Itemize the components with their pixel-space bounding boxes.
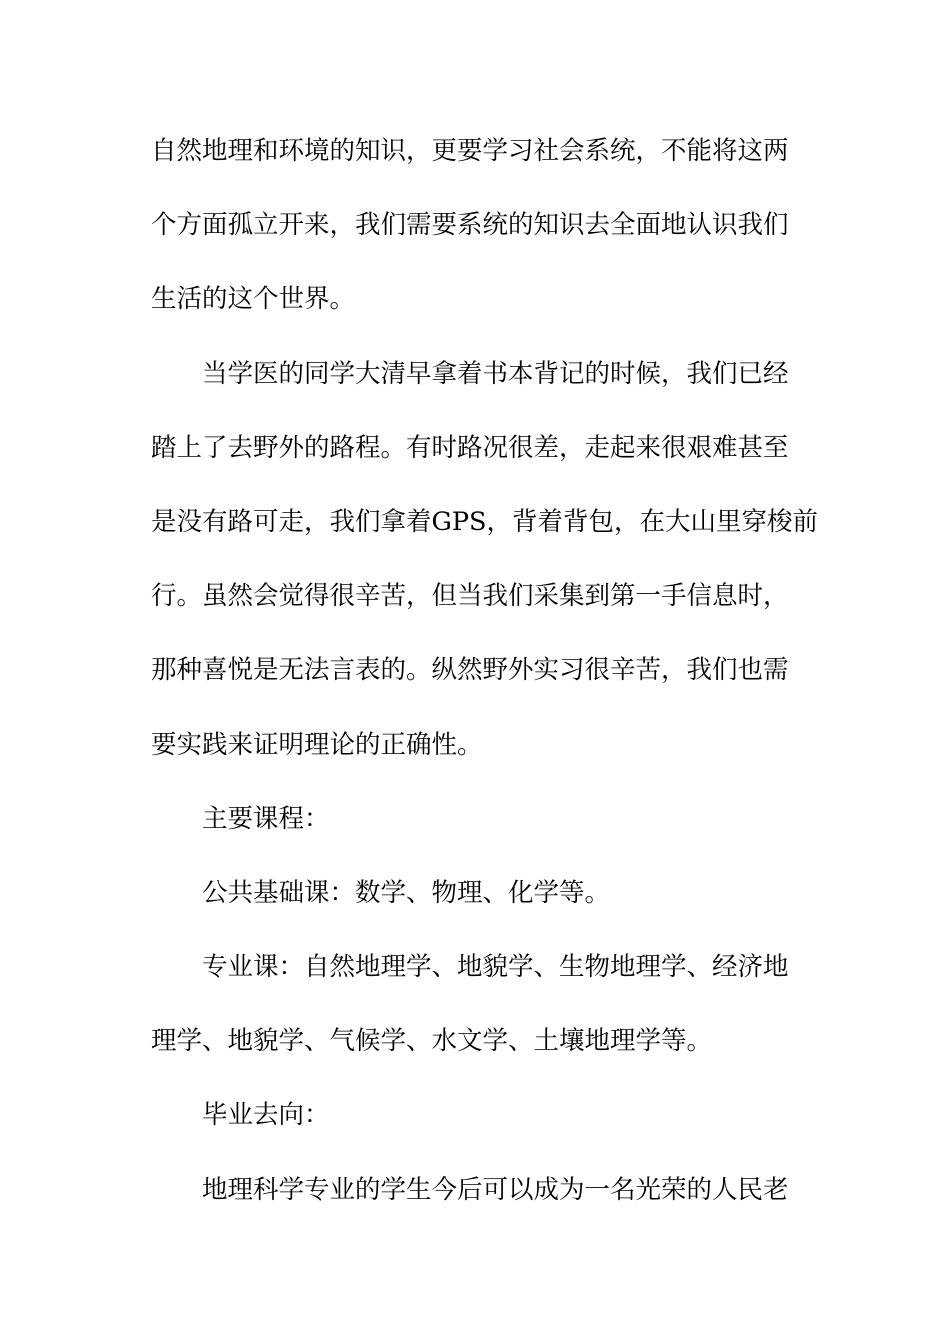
paragraph-start-line: 地理科学专业的学生今后可以成为一名光荣的人民老 [202,1174,789,1205]
text-line: 生活的这个世界。 [151,284,356,315]
text-line: 踏上了去野外的路程。有时路况很差，走起来很艰难甚至 [151,432,789,463]
paragraph-start-line: 当学医的同学大清早拿着书本背记的时候，我们已经 [202,358,789,389]
text-line: 行。虽然会觉得很辛苦，但当我们采集到第一手信息时， [151,581,789,612]
text-line: 自然地理和环境的知识，更要学习社会系统，不能将这两 [151,136,789,166]
document-body [151,128,818,1241]
text-line: 个方面孤立开来，我们需要系统的知识去全面地认识我们 [151,210,789,241]
section-heading-career: 毕业去向： [202,1100,330,1131]
paragraph-start-line: 专业课：自然地理学、地貌学、生物地理学、经济地 [202,952,789,983]
text-line: 那种喜悦是无法言表的。纵然野外实习很辛苦，我们也需 [151,655,789,686]
paragraph-start-line: 公共基础课：数学、物理、化学等。 [202,877,611,908]
section-heading-courses: 主要课程： [202,803,330,834]
text-line: 是没有路可走，我们拿着GPS，背着背包，在大山里穿梭前 [151,506,818,537]
text-line: 要实践来证明理论的正确性。 [151,729,483,760]
text-line: 理学、地貌学、气候学、水文学、土壤地理学等。 [151,1026,713,1057]
